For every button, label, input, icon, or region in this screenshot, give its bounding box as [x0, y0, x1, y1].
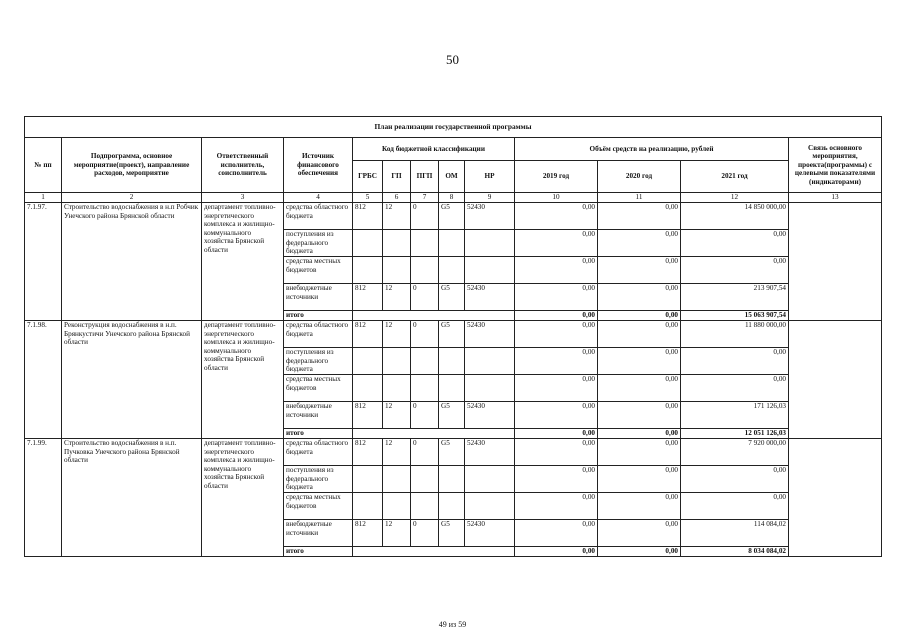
- code-om: [439, 348, 465, 375]
- value-2020: 0,00: [598, 284, 681, 311]
- code-grbs: [353, 375, 383, 402]
- column-number: 7: [411, 193, 439, 203]
- value-2021: 213 907,54: [681, 284, 789, 311]
- table-row: [25, 321, 882, 348]
- code-grbs: [353, 230, 383, 257]
- value-2020: 0,00: [598, 257, 681, 284]
- funding-source: средства местных бюджетов: [284, 493, 353, 520]
- item-name: Строительство водоснабжения в н.п. Пучковка Унечского района Брянской области: [62, 439, 202, 557]
- code-pgp: [411, 348, 439, 375]
- page-footer: 49 из 59: [438, 620, 467, 629]
- value-2020: 0,00: [598, 230, 681, 257]
- header-om: ОМ: [439, 161, 465, 193]
- value-2021: 0,00: [681, 493, 789, 520]
- column-number: 9: [465, 193, 515, 203]
- value-2020: 0,00: [598, 493, 681, 520]
- code-pgp: [411, 466, 439, 493]
- value-2019: 0,00: [515, 402, 598, 429]
- value-2020: 0,00: [598, 439, 681, 466]
- code-gp: [383, 348, 411, 375]
- funding-source: внебюджетные источники: [284, 520, 353, 547]
- header-source: Источник финансового обеспечения: [284, 138, 353, 193]
- funding-source: средства местных бюджетов: [284, 375, 353, 402]
- code-gp: [383, 257, 411, 284]
- item-link: [789, 203, 882, 321]
- value-2020: 0,00: [598, 348, 681, 375]
- code-grbs: 812: [353, 439, 383, 466]
- value-2021: 7 920 000,00: [681, 439, 789, 466]
- value-2019: 0,00: [515, 321, 598, 348]
- code-np: 52430: [465, 520, 515, 547]
- code-om: [439, 375, 465, 402]
- page-number: 50: [446, 52, 459, 67]
- header-subprogram: Подпрограмма, основное мероприятие(проект), направление расходов, мероприятие: [62, 138, 202, 193]
- item-name: Строительство водоснабжения в н.п Робчик Унечского района Брянской области: [62, 203, 202, 321]
- code-pgp: [411, 375, 439, 402]
- item-number: 7.1.97.: [25, 203, 62, 321]
- code-np: [465, 375, 515, 402]
- code-grbs: [353, 466, 383, 493]
- code-om: G5: [439, 439, 465, 466]
- funding-source: внебюджетные источники: [284, 402, 353, 429]
- header-num: № пп: [25, 138, 62, 193]
- value-2021: 114 084,02: [681, 520, 789, 547]
- code-pgp: [411, 257, 439, 284]
- code-gp: 12: [383, 402, 411, 429]
- value-2019: 0,00: [515, 439, 598, 466]
- code-np: [465, 348, 515, 375]
- header-2021: 2021 год: [681, 161, 789, 193]
- code-np: [465, 466, 515, 493]
- code-np: 52430: [465, 402, 515, 429]
- funding-source: поступления из федерального бюджета: [284, 348, 353, 375]
- value-2019: 0,00: [515, 230, 598, 257]
- program-plan-table: [24, 116, 882, 557]
- code-om: G5: [439, 321, 465, 348]
- code-np: [465, 257, 515, 284]
- total-2020: 0,00: [598, 429, 681, 439]
- column-number: 8: [439, 193, 465, 203]
- code-om: G5: [439, 203, 465, 230]
- funding-source: средства областного бюджета: [284, 203, 353, 230]
- code-pgp: 0: [411, 520, 439, 547]
- header-2019: 2019 год: [515, 161, 598, 193]
- code-gp: [383, 466, 411, 493]
- column-number: 6: [383, 193, 411, 203]
- code-pgp: [411, 493, 439, 520]
- total-2020: 0,00: [598, 311, 681, 321]
- total-2021: 12 051 126,03: [681, 429, 789, 439]
- code-np: 52430: [465, 321, 515, 348]
- code-pgp: 0: [411, 203, 439, 230]
- column-numbers-row: [25, 193, 882, 203]
- value-2020: 0,00: [598, 203, 681, 230]
- funding-source: внебюджетные источники: [284, 284, 353, 311]
- value-2021: 0,00: [681, 230, 789, 257]
- total-2021: 8 034 084,02: [681, 547, 789, 557]
- item-number: 7.1.98.: [25, 321, 62, 439]
- column-number: 1: [25, 193, 62, 203]
- total-2019: 0,00: [515, 429, 598, 439]
- code-np: [465, 493, 515, 520]
- column-number: 10: [515, 193, 598, 203]
- code-om: G5: [439, 402, 465, 429]
- header-gp: ГП: [383, 161, 411, 193]
- code-pgp: 0: [411, 439, 439, 466]
- code-om: G5: [439, 284, 465, 311]
- code-grbs: [353, 348, 383, 375]
- code-gp: [383, 230, 411, 257]
- code-gp: [383, 493, 411, 520]
- code-gp: [383, 375, 411, 402]
- column-number: 13: [789, 193, 882, 203]
- code-pgp: 0: [411, 402, 439, 429]
- code-empty: [353, 311, 515, 321]
- header-link: Связь основного мероприятия, проекта(программы) с целевыми показателями (индикаторами): [789, 138, 882, 193]
- value-2021: 0,00: [681, 348, 789, 375]
- column-number: 4: [284, 193, 353, 203]
- total-label: итого: [284, 311, 353, 321]
- value-2020: 0,00: [598, 466, 681, 493]
- value-2020: 0,00: [598, 520, 681, 547]
- code-pgp: [411, 230, 439, 257]
- code-empty: [353, 429, 515, 439]
- code-np: 52430: [465, 284, 515, 311]
- code-pgp: 0: [411, 321, 439, 348]
- code-gp: 12: [383, 439, 411, 466]
- item-responsible: департамент топливно-энергетического комплекса и жилищно-коммунального хозяйства Брянской области: [202, 203, 284, 321]
- code-grbs: 812: [353, 284, 383, 311]
- value-2021: 171 126,03: [681, 402, 789, 429]
- header-grbs: ГРБС: [353, 161, 383, 193]
- header-pgp: ПГП: [411, 161, 439, 193]
- value-2019: 0,00: [515, 284, 598, 311]
- funding-source: средства местных бюджетов: [284, 257, 353, 284]
- item-responsible: департамент топливно-энергетического комплекса и жилищно-коммунального хозяйства Брянской области: [202, 439, 284, 557]
- item-name: Реконструкция водоснабжения в н.п. Брянкустичи Унечского района Брянской области: [62, 321, 202, 439]
- code-grbs: [353, 493, 383, 520]
- header-budget-code: Код бюджетной классификации: [353, 138, 515, 161]
- code-gp: 12: [383, 203, 411, 230]
- item-link: [789, 321, 882, 439]
- code-om: [439, 466, 465, 493]
- table-row: [25, 203, 882, 230]
- value-2019: 0,00: [515, 348, 598, 375]
- funding-source: поступления из федерального бюджета: [284, 230, 353, 257]
- funding-source: средства областного бюджета: [284, 321, 353, 348]
- total-label: итого: [284, 429, 353, 439]
- value-2021: 11 880 000,00: [681, 321, 789, 348]
- value-2019: 0,00: [515, 466, 598, 493]
- header-responsible: Ответственный исполнитель, соисполнитель: [202, 138, 284, 193]
- value-2019: 0,00: [515, 520, 598, 547]
- total-2020: 0,00: [598, 547, 681, 557]
- value-2021: 0,00: [681, 466, 789, 493]
- code-om: [439, 230, 465, 257]
- code-grbs: 812: [353, 321, 383, 348]
- value-2021: 14 850 000,00: [681, 203, 789, 230]
- header-volume: Объём средств на реализацию, рублей: [515, 138, 789, 161]
- item-number: 7.1.99.: [25, 439, 62, 557]
- value-2021: 0,00: [681, 375, 789, 402]
- total-2019: 0,00: [515, 547, 598, 557]
- code-np: 52430: [465, 439, 515, 466]
- table-body: [25, 203, 882, 557]
- value-2019: 0,00: [515, 203, 598, 230]
- total-label: итого: [284, 547, 353, 557]
- code-om: G5: [439, 520, 465, 547]
- code-gp: 12: [383, 321, 411, 348]
- code-empty: [353, 547, 515, 557]
- column-number: 3: [202, 193, 284, 203]
- code-np: [465, 230, 515, 257]
- column-number: 5: [353, 193, 383, 203]
- value-2019: 0,00: [515, 375, 598, 402]
- table-title: План реализации государственной программы: [25, 117, 882, 138]
- code-grbs: 812: [353, 402, 383, 429]
- code-om: [439, 493, 465, 520]
- value-2019: 0,00: [515, 257, 598, 284]
- funding-source: поступления из федерального бюджета: [284, 466, 353, 493]
- total-2021: 15 063 907,54: [681, 311, 789, 321]
- item-responsible: департамент топливно-энергетического комплекса и жилищно-коммунального хозяйства Брянской области: [202, 321, 284, 439]
- code-gp: 12: [383, 520, 411, 547]
- column-number: 11: [598, 193, 681, 203]
- total-2019: 0,00: [515, 311, 598, 321]
- code-om: [439, 257, 465, 284]
- value-2021: 0,00: [681, 257, 789, 284]
- code-gp: 12: [383, 284, 411, 311]
- funding-source: средства областного бюджета: [284, 439, 353, 466]
- value-2020: 0,00: [598, 321, 681, 348]
- item-link: [789, 439, 882, 557]
- header-np: НР: [465, 161, 515, 193]
- value-2019: 0,00: [515, 493, 598, 520]
- code-grbs: 812: [353, 203, 383, 230]
- value-2020: 0,00: [598, 375, 681, 402]
- column-number: 2: [62, 193, 202, 203]
- header-2020: 2020 год: [598, 161, 681, 193]
- code-np: 52430: [465, 203, 515, 230]
- column-number: 12: [681, 193, 789, 203]
- code-pgp: 0: [411, 284, 439, 311]
- value-2020: 0,00: [598, 402, 681, 429]
- table-row: [25, 439, 882, 466]
- code-grbs: 812: [353, 520, 383, 547]
- code-grbs: [353, 257, 383, 284]
